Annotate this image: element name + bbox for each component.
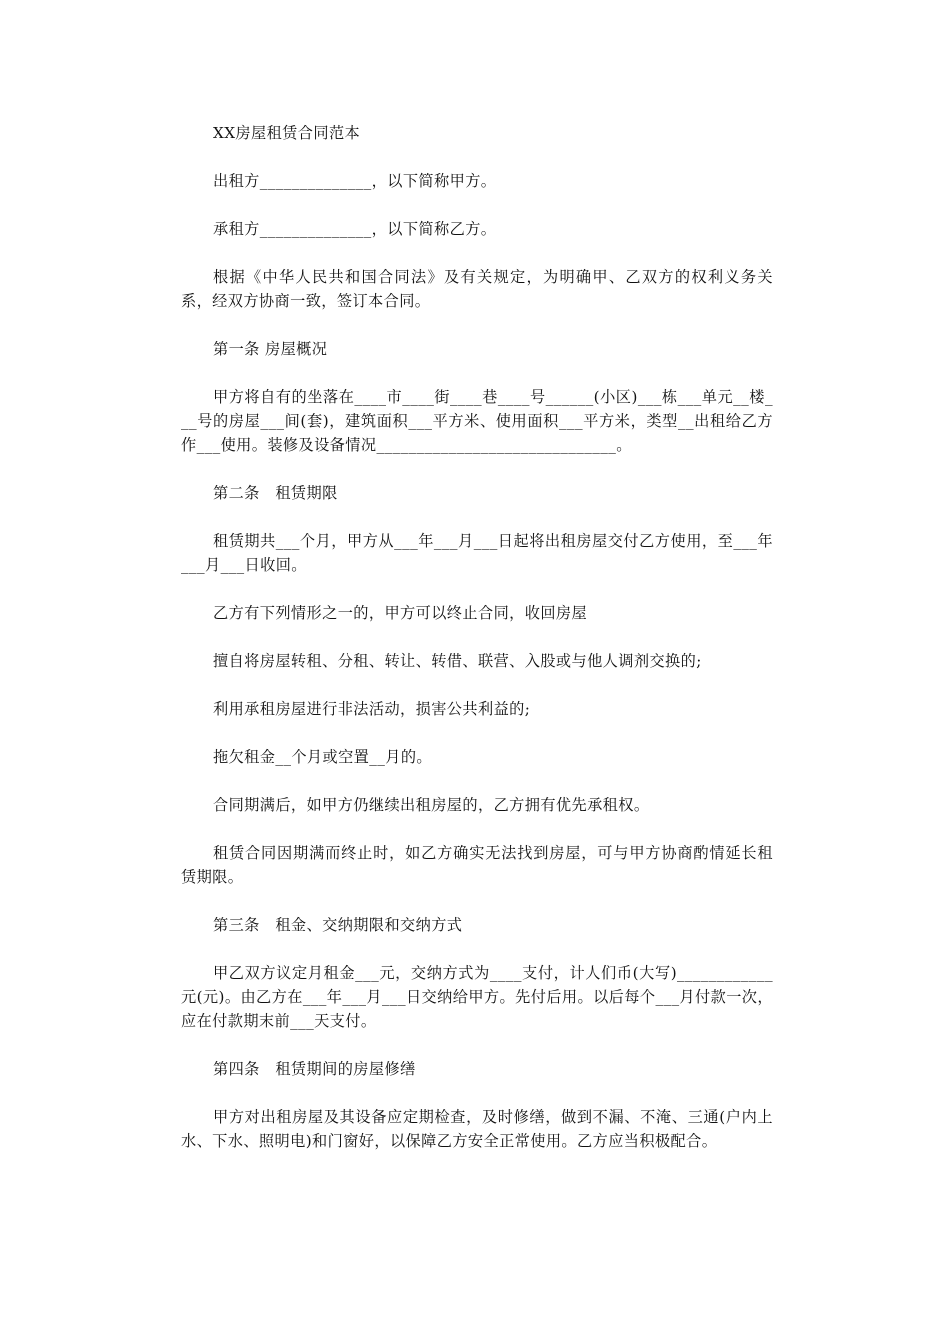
- document-page: [181, 121, 773, 1177]
- document-title: XX房屋租赁合同范本: [213, 124, 361, 142]
- termination-item-1: 擅自将房屋转租、分租、转让、转借、联营、入股或与他人调剂交换的;: [213, 652, 702, 670]
- article-2-body: 租赁期共___个月，甲方从___年___月___日起将出租房屋交付乙方使用，至___年___月___日收回。: [181, 532, 773, 574]
- lessor-line: 出租方______________，以下简称甲方。: [213, 172, 497, 190]
- renewal-priority: 合同期满后，如甲方仍继续出租房屋的，乙方拥有优先承租权。: [213, 796, 650, 814]
- article-1-body: 甲方将自有的坐落在____市____街____巷____号______(小区)___栋___单元__楼___号的房屋___间(套)，建筑面积___平方米、使用面积___平方米，类型__出租给乙方作___使用。装修及设备情况______________________________。: [181, 388, 773, 454]
- extension-clause: 租赁合同因期满而终止时，如乙方确实无法找到房屋，可与甲方协商酌情延长租赁期限。: [181, 844, 773, 886]
- termination-intro: 乙方有下列情形之一的，甲方可以终止合同，收回房屋: [213, 604, 588, 622]
- preamble-paragraph: 根据《中华人民共和国合同法》及有关规定，为明确甲、乙双方的权利义务关系，经双方协商一致，签订本合同。: [181, 268, 773, 310]
- article-1-heading: 第一条 房屋概况: [213, 340, 328, 358]
- article-2-heading: 第二条 租赁期限: [213, 484, 338, 502]
- article-3-heading: 第三条 租金、交纳期限和交纳方式: [213, 916, 463, 934]
- termination-item-3: 拖欠租金__个月或空置__月的。: [213, 748, 433, 766]
- article-4-body: 甲方对出租房屋及其设备应定期检查，及时修缮，做到不漏、不淹、三通(户内上水、下水、照明电)和门窗好，以保障乙方安全正常使用。乙方应当积极配合。: [181, 1108, 773, 1150]
- lessee-line: 承租方______________，以下简称乙方。: [213, 220, 497, 238]
- termination-item-2: 利用承租房屋进行非法活动，损害公共利益的;: [213, 700, 531, 718]
- article-4-heading: 第四条 租赁期间的房屋修缮: [213, 1060, 416, 1078]
- article-3-body: 甲乙双方议定月租金___元，交纳方式为____支付，计人们币(大写)____________元(元)。由乙方在___年___月___日交纳给甲方。先付后用。以后每个___月付款一次，应在付款期末前___天支付。: [181, 964, 773, 1030]
